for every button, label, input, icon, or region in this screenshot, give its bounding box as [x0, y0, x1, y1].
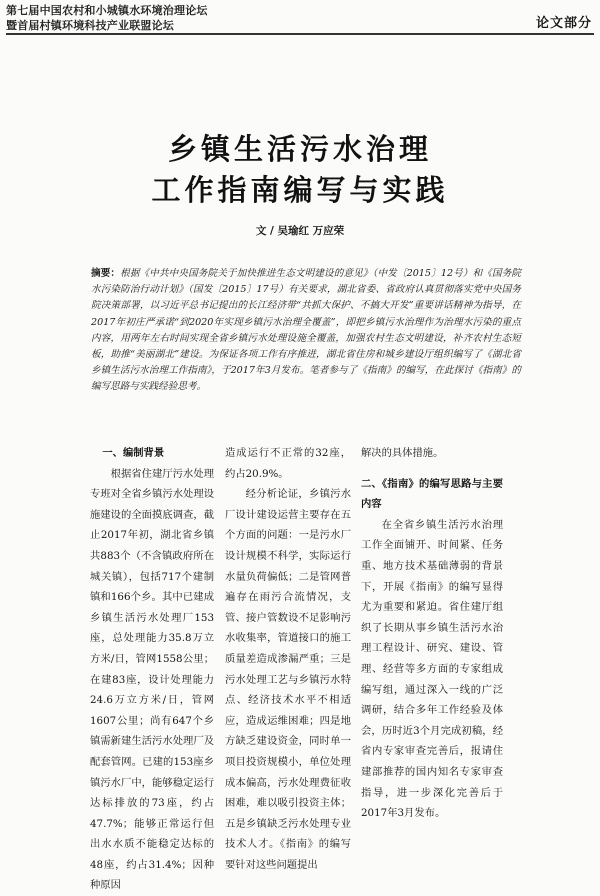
body-column-3	[361, 443, 503, 824]
section1-heading: 一、编制背景	[102, 447, 165, 459]
abstract-text: 根据《中共中央国务院关于加快推进生态文明建设的意见》（中发〔2015〕12号）和《国务院水污染防治行动计划》（国发〔2015〕17号）有关要求，湖北省委、省政府认真贯彻落实党中央国务院决策部署，以习近平总书记提出的长江经济带“共抓大保护、不搞大开发”重要讲话精神为指导，在2017年初庄严承诺“到2020年实现乡镇污水治理全覆盖”，即把乡镇污水治理作为治理水污染的重点内容，用两年左右时间实现全省乡镇污水处理设施全覆盖，加强农村生态文明建设，补齐农村生态短板，助推“美丽湖北”建设。为保证各项工作有序推进，湖北省住房和城乡建设厅组织编写了《湖北省乡镇生活污水治理工作指南》，于2017年3月发布。笔者参与了《指南》的编写，在此探讨《指南》的编写思路与实践经验思考。	[91, 268, 522, 393]
section2-heading: 二、《指南》的编写思路与主要内容	[361, 477, 503, 511]
article-title-line1: 乡镇生活污水治理	[167, 132, 432, 166]
running-header	[6, 0, 594, 38]
header-rule	[6, 33, 594, 35]
body-paragraph: 在全省乡镇生活污水治理工作全面铺开、时间紧、任务重、地方技术基础薄弱的背景下，开展《指南》的编写显得尤为重要和紧迫。省住建厅组织了长期从事乡镇生活污水治理工程设计、研究、建设、管理、经营等多方面的专家组成编写组，通过深入一线的广泛调研，结合多年工作经验及体会，历时近3个月完成初稿，经省内专家审查完善后，报请住建部推荐的国内知名专家审查指导，进一步深化完善后于2017年3月发布。	[361, 518, 503, 820]
abstract-label: 摘要：	[91, 268, 121, 279]
body-paragraph: 造成运行不正常的32座，约占20.9%。	[225, 447, 351, 480]
header-conference-line2: 暨首届村镇环境科技产业联盟论坛	[6, 19, 174, 32]
article-title-line2: 工作指南编写与实践	[151, 173, 449, 207]
body-paragraph: 解决的具体措施。	[361, 447, 444, 459]
body-column-2	[225, 443, 351, 875]
body-paragraph: 经分析论证，乡镇污水厂设计建设运营主要存在五个方面的问题：一是污水厂设计规模不科学，实际运行水量负荷偏低；二是管网普遍存在雨污合流情况，支管、接户管数设不足影响污水收集率，管道接口的施工质量差造成渗漏严重；三是污水处理工艺与乡镇污水特点、经济技术水平不相适应，造成运维困难；四是地方缺乏建设资金，同时单一项目投资规模小，单位处理成本偏高，污水处理费征收困难，难以吸引投资主体；五是乡镇缺乏污水处理专业技术人才。《指南》的编写要针对这些问题提出	[225, 488, 351, 871]
article-authors: 文 / 吴瑜红 万应荣	[255, 225, 345, 237]
body-column-1	[90, 443, 214, 896]
abstract	[91, 266, 521, 396]
body-paragraph: 根据省住建厅污水处理专班对全省乡镇污水处理设施建设的全面摸底调查，截止2017年初，湖北省乡镇共883个（不含镇政府所在城关镇），包括717个建制镇和166个乡。其中已建成乡镇生活污水处理厂153座，总处理能力35.8万立方米/日，管网1558公里；在建83座，设计处理能力24.6万立方米/日，管网1607公里；尚有647个乡镇需新建生活污水处理厂及配套管网。已建的153座乡镇污水厂中，能够稳定运行达标排放的73座，约占47.7%；能够正常运行但出水水质不能稳定达标的48座，约占31.4%；因种种原因	[90, 467, 214, 892]
header-conference-line1: 第七届中国农村和小城镇水环境治理论坛	[6, 4, 208, 17]
header-section-label: 论文部分	[535, 16, 592, 31]
